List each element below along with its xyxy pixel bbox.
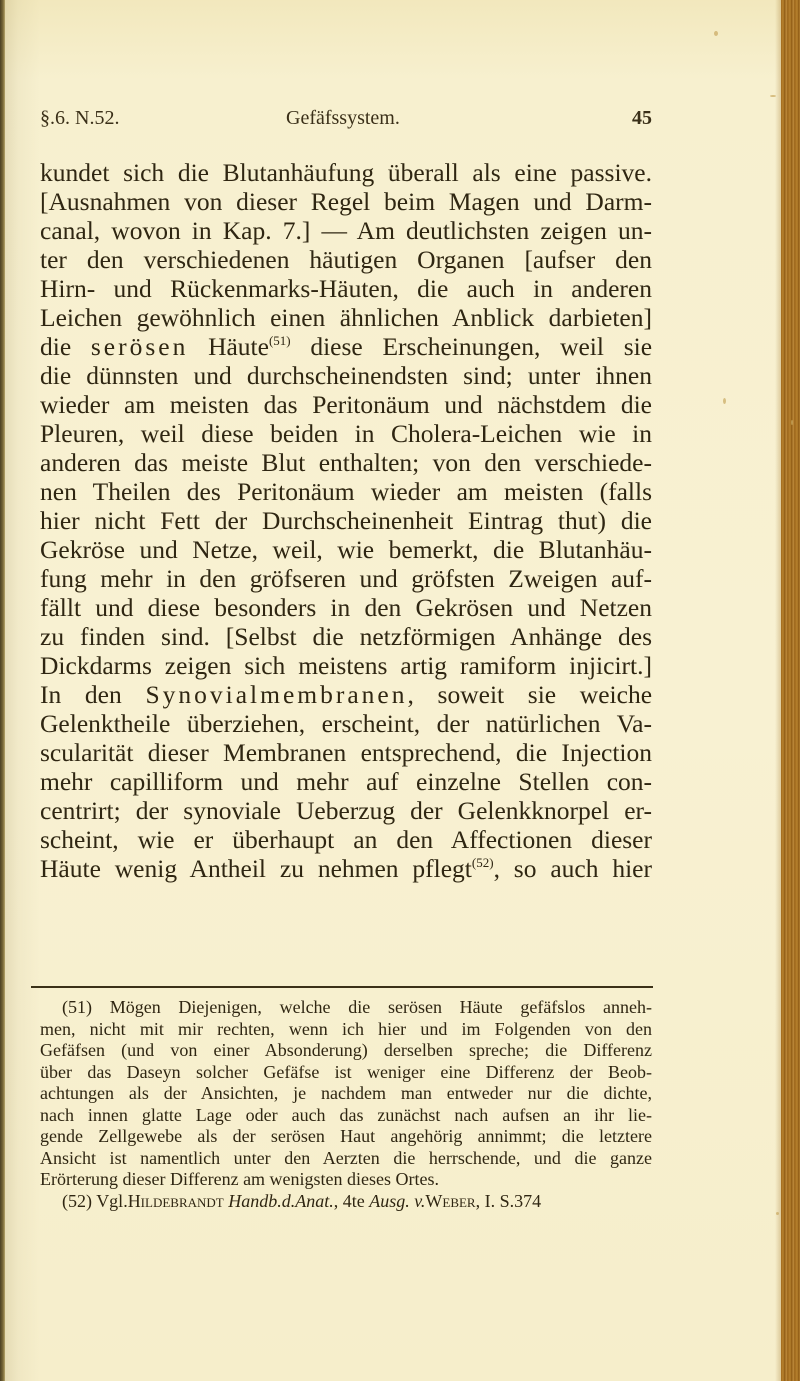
paper-speck — [714, 31, 718, 36]
body-line: ter den verschiedenen häutigen Organen [aufser den — [40, 245, 652, 274]
footnote-line: achtungen als der Ansichten, je nachdem man entweder nur die dichte, — [40, 1083, 652, 1103]
text-run: diese Erscheinungen, weil sie — [290, 332, 653, 361]
body-line: wieder am meisten das Peritonäum und nächstdem die — [40, 390, 652, 419]
footnote-line: Erörterung dieser Differenz am wenigsten dieses Ortes. — [40, 1169, 440, 1189]
body-line: Gelenktheile überziehen, erscheint, der natürlichen Va- — [40, 709, 652, 738]
body-line: centrirt; der synoviale Ueberzug der Gelenkknorpel er- — [40, 796, 652, 825]
running-title: Gefäfssystem. — [286, 107, 400, 129]
footnote-ref-51[interactable]: (51) — [268, 333, 291, 348]
footnote-line: Ansicht ist namentlich unter den Aerzten die herrschende, und die ganze — [40, 1147, 652, 1168]
text-run: Häute wenig Antheil zu nehmen pflegt — [40, 854, 472, 883]
citation-title: Handb.d.Anat. — [228, 1190, 334, 1211]
body-line: canal, wovon in Kap. 7.] — Am deutlichsten zeigen un- — [40, 216, 652, 245]
body-line: Leichen gewöhnlich einen ähnlichen Anblick darbieten] — [40, 303, 652, 332]
footnote-line: gende Zellgewebe als der serösen Haut angehörig annimmt; die letztere — [40, 1126, 652, 1146]
citation-author: Hildebrandt — [127, 1190, 224, 1211]
paper-speck — [791, 420, 793, 425]
citation-reference: , I. S.374 — [475, 1190, 542, 1211]
footnote-divider — [31, 986, 653, 988]
page-number: 45 — [632, 107, 652, 129]
emphasized-term: serösen — [90, 332, 189, 361]
paper-speck — [723, 398, 726, 404]
body-line: nen Theilen des Peritonäum wieder am meisten (falls — [40, 477, 652, 506]
citation-prefix: Vgl. — [96, 1190, 128, 1211]
text-run: In den — [40, 680, 146, 709]
body-line: scularität dieser Membranen entsprechend, die Injection — [40, 738, 652, 767]
footnote-line: (51) Mögen Diejenigen, welche die serösen Häute gefäfslos anneh- — [62, 997, 652, 1017]
body-line: zu finden sind. [Selbst die netzförmigen Anhänge des — [40, 622, 652, 651]
body-line: hier nicht Fett der Durchscheinenheit Eintrag thut) die — [40, 506, 652, 535]
body-line: Hirn- und Rückenmarks-Häuten, die auch in anderen — [40, 274, 652, 303]
body-line: Pleuren, weil diese beiden in Cholera-Leichen wie in — [40, 419, 652, 448]
section-marker: §.6. N.52. — [40, 107, 120, 129]
body-line: fällt und diese besonders in den Gekrösen und Netzen — [40, 593, 652, 622]
text-run: Häute — [188, 332, 269, 361]
citation-edition-number: 4te — [342, 1190, 365, 1211]
text-run: die — [40, 332, 91, 361]
body-line: Gekröse und Netze, weil, wie bemerkt, die Blutanhäu- — [40, 535, 652, 564]
text-run: , — [333, 1190, 339, 1211]
body-line — [40, 854, 652, 883]
footnote-ref-52[interactable]: (52) — [471, 855, 494, 870]
body-line: die dünnsten und durchscheinendsten sind; unter ihnen — [40, 361, 652, 390]
body-line: Dickdarms zeigen sich meistens artig ramiform injicirt.] — [40, 651, 652, 680]
body-line — [40, 332, 652, 361]
footnote-line: nach innen glatte Lage oder auch das zunächst nach aufsen an ihr lie- — [40, 1104, 652, 1125]
footnote-marker: (52) — [62, 1190, 92, 1211]
footnote-52 — [40, 1191, 652, 1213]
footnote-line: über das Daseyn solcher Gefäfse ist weniger eine Differenz der Beob- — [40, 1061, 652, 1082]
gilt-page-edge — [781, 0, 800, 1381]
emphasized-term: Synovialmembranen — [145, 680, 408, 709]
body-line: anderen das meiste Blut enthalten; von den verschiede- — [40, 448, 652, 477]
text-run: , so auch hier — [493, 854, 652, 883]
body-text — [40, 158, 652, 883]
footnote-line — [40, 1191, 652, 1213]
running-head — [40, 107, 652, 133]
citation-editor: Weber — [425, 1190, 476, 1211]
paper-speck — [776, 1212, 779, 1215]
body-line: [Ausnahmen von dieser Regel beim Magen und Darm- — [40, 187, 652, 216]
text-run: , soweit sie weiche — [407, 680, 653, 709]
citation-by: v. — [414, 1190, 426, 1211]
body-line: mehr capilliform und mehr auf einzelne Stellen con- — [40, 767, 652, 796]
body-line: fung mehr in den gröfseren und gröfsten Zweigen auf- — [40, 564, 652, 593]
footnote-line: men, nicht mit mir rechten, wenn ich hier und im Folgenden von den — [40, 1018, 652, 1039]
body-line — [40, 680, 652, 709]
footnote-line: Gefäfsen (und von einer Absonderung) derselben spreche; die Differenz — [40, 1040, 652, 1060]
body-line: scheint, wie er überhaupt an den Affectionen dieser — [40, 825, 652, 854]
footnotes — [40, 997, 652, 1212]
footnote-51 — [40, 997, 652, 1191]
page-spine-edge — [0, 0, 5, 1381]
body-line: kundet sich die Blutanhäufung überall als eine passive. — [40, 158, 652, 187]
paper-speck — [770, 95, 776, 97]
citation-edition: Ausg. — [369, 1190, 410, 1211]
